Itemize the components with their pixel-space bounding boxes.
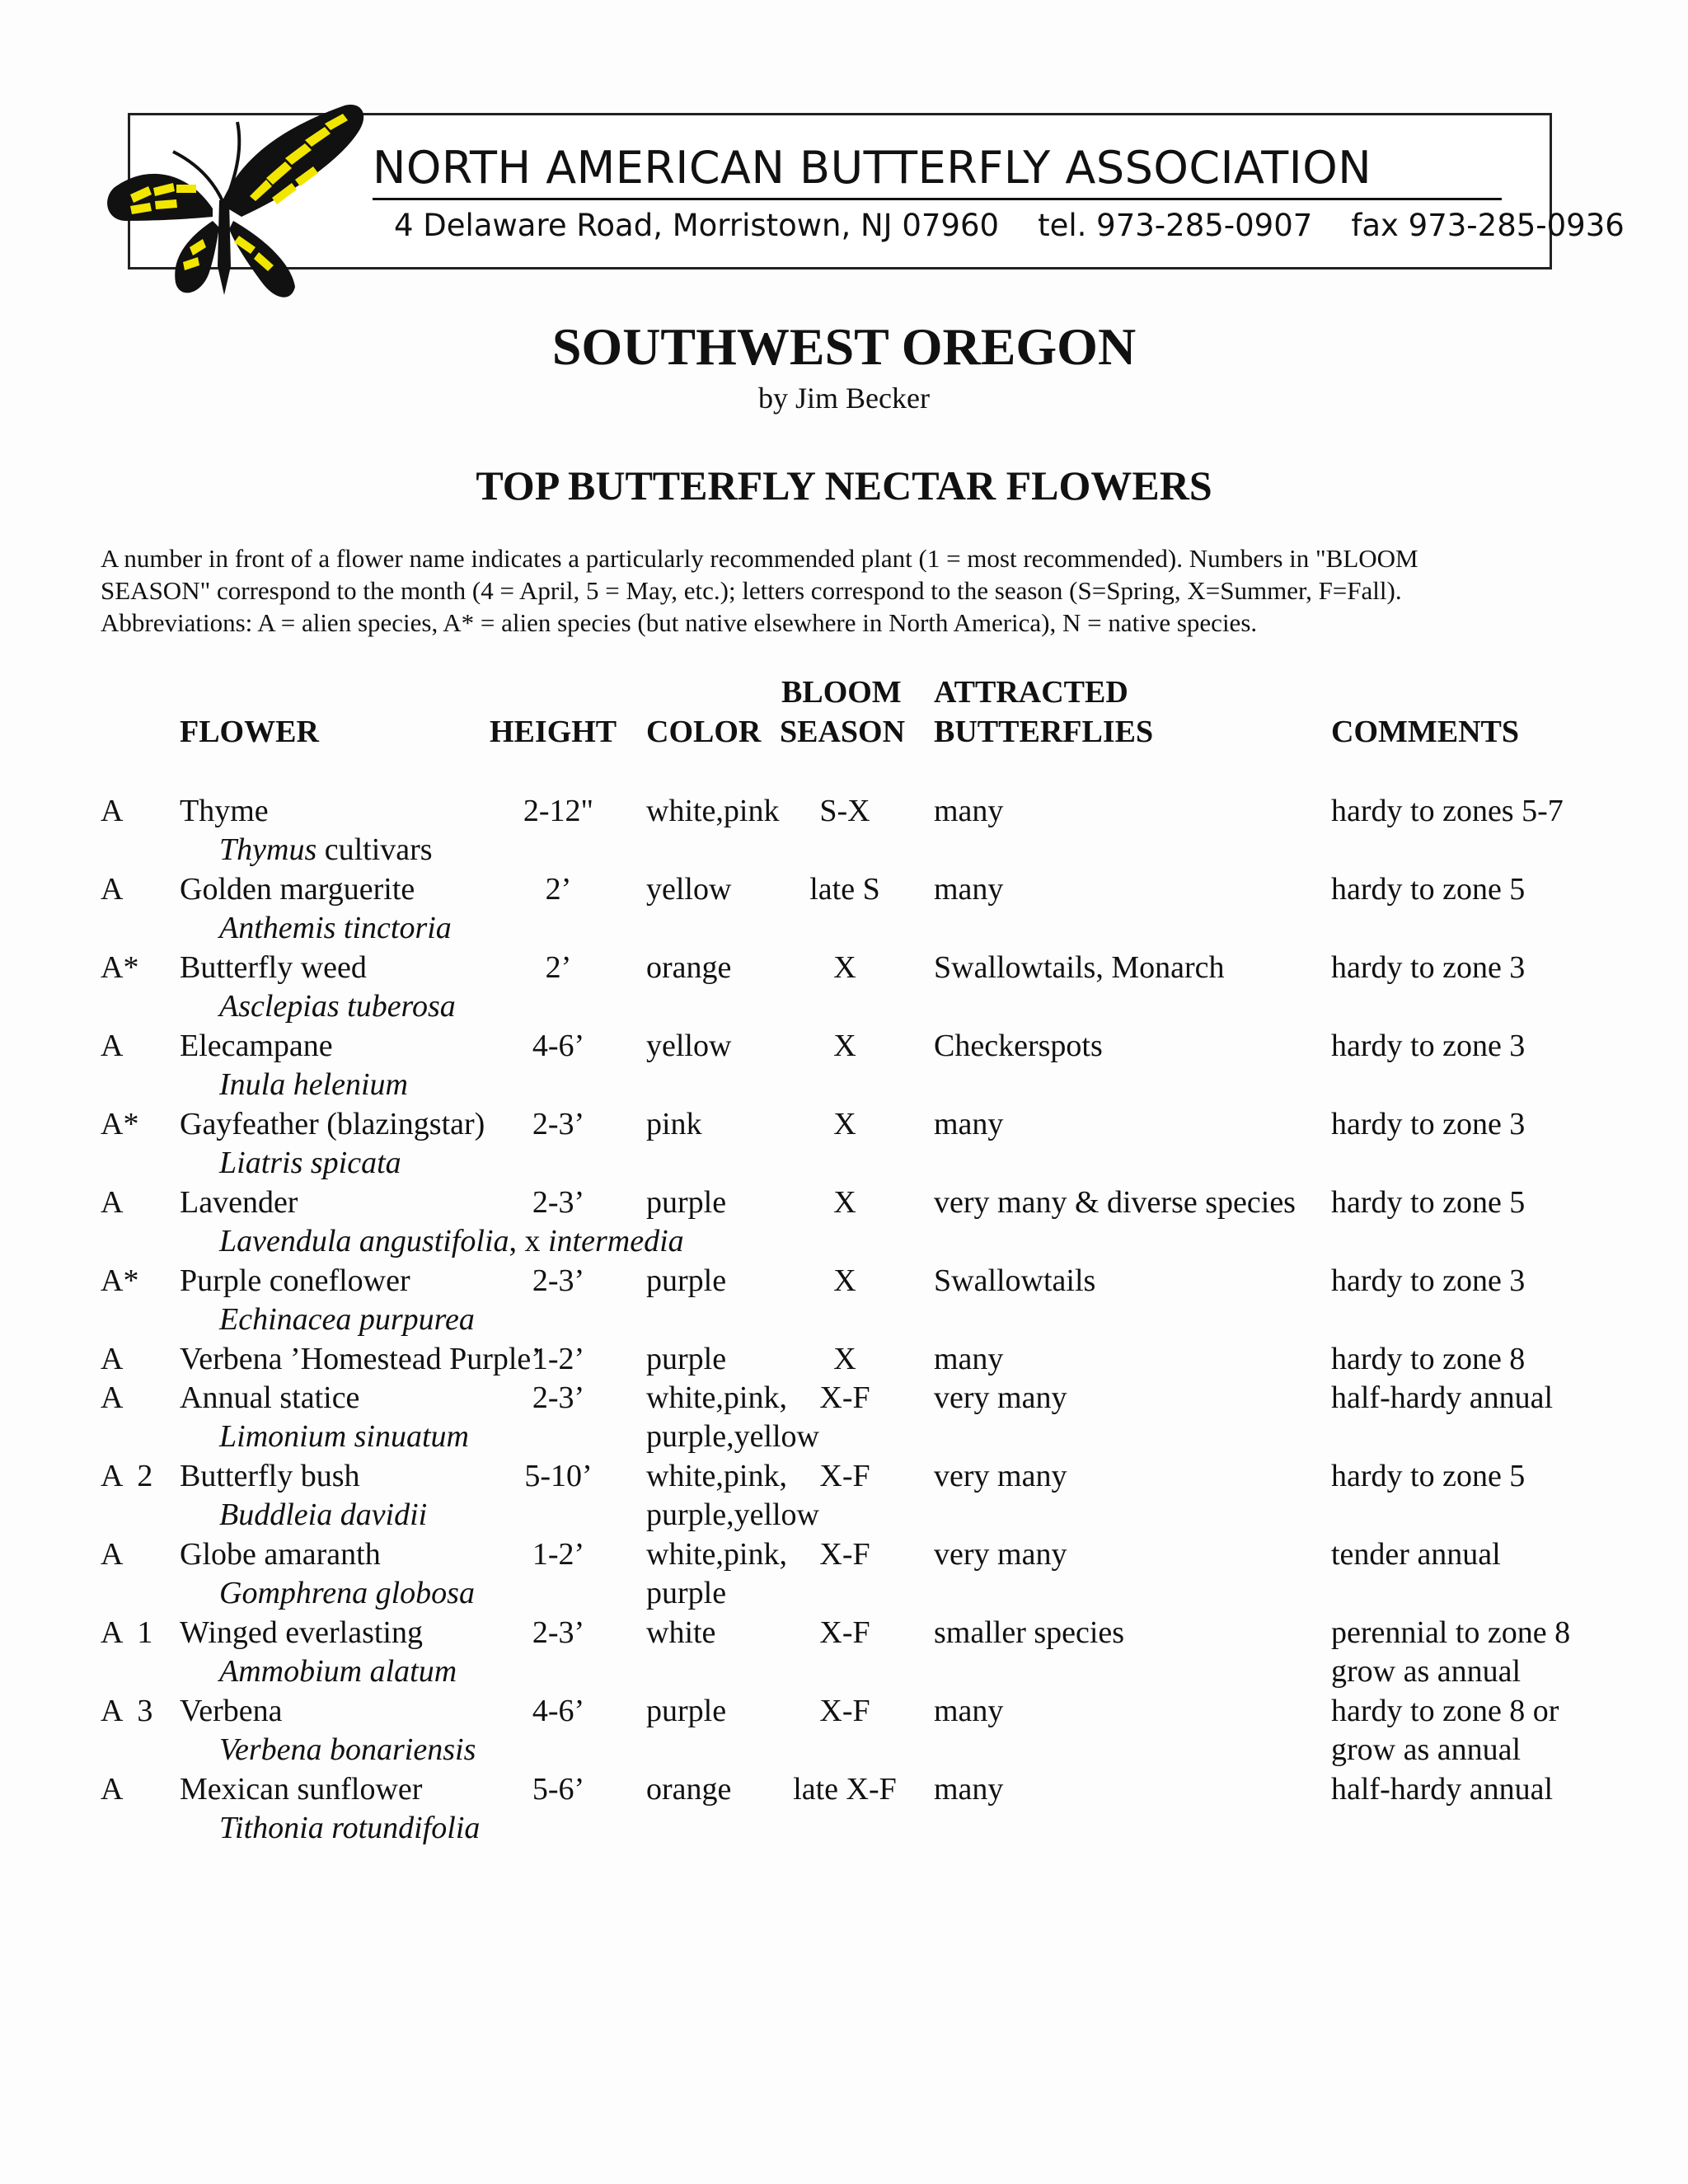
row-comment: hardy to zone 5 (1331, 1185, 1526, 1220)
scientific-name-italic: Thymus (219, 832, 317, 867)
organization-address: 4 Delaware Road, Morristown, NJ 07960 tel. 973-285-0907 fax 973-285-0936 (394, 208, 1625, 243)
row-flower-name: Verbena ’Homestead Purple’ (180, 1342, 542, 1376)
header-attracted: ATTRACTED (934, 675, 1128, 710)
row-scientific-name (219, 987, 456, 1026)
row-bloom-season: X (833, 1185, 856, 1220)
row-butterflies: Swallowtails, Monarch (934, 950, 1225, 985)
row-bloom-season: X (833, 950, 856, 985)
row-flower-name: Butterfly bush (180, 1459, 360, 1493)
header-flower: FLOWER (180, 715, 319, 749)
scientific-name-italic: Ammobium alatum (219, 1654, 457, 1689)
header-bloom: BLOOM (781, 675, 902, 710)
row-origin-tag: A 2 (101, 1459, 153, 1493)
row-butterflies: smaller species (934, 1615, 1125, 1650)
row-color: white,pink, (646, 1380, 787, 1415)
header-height: HEIGHT (490, 715, 617, 749)
intro-line: Abbreviations: A = alien species, A* = alien species (but native elsewhere in North America), N = native species. (101, 608, 1258, 637)
row-height: 2-3’ (532, 1263, 585, 1298)
scientific-name-italic: Inula helenium (219, 1067, 409, 1102)
row-bloom-season: X (833, 1342, 856, 1376)
row-origin-tag: A* (101, 950, 139, 985)
row-flower-name: Golden marguerite (180, 872, 415, 907)
row-butterflies: very many (934, 1380, 1067, 1415)
intro-line: A number in front of a flower name indicates a particularly recommended plant (1 = most recommended). Numbers in "BLOOM (101, 544, 1418, 573)
row-bloom-season: X-F (819, 1537, 870, 1572)
scientific-name-italic: Gomphrena globosa (219, 1576, 475, 1610)
row-height: 2’ (545, 950, 572, 985)
row-comment: hardy to zone 8 (1331, 1342, 1526, 1376)
scientific-name-italic: Limonium sinuatum (219, 1419, 469, 1454)
row-color: purple (646, 1342, 727, 1376)
row-butterflies: many (934, 1694, 1004, 1728)
row-height: 5-10’ (524, 1459, 593, 1493)
row-color: white,pink, (646, 1459, 787, 1493)
scientific-name-italic: intermedia (548, 1224, 684, 1258)
row-bloom-season: X-F (819, 1615, 870, 1650)
row-bloom-season: X (833, 1029, 856, 1063)
row-origin-tag: A (101, 1380, 124, 1415)
row-flower-name: Purple coneflower (180, 1263, 410, 1298)
row-height: 5-6’ (532, 1772, 585, 1807)
row-comment: hardy to zone 3 (1331, 1107, 1526, 1141)
row-origin-tag: A* (101, 1263, 139, 1298)
row-butterflies: many (934, 1342, 1004, 1376)
row-scientific-name (219, 1573, 475, 1613)
row-origin-tag: A (101, 1185, 124, 1220)
row-comment: half-hardy annual (1331, 1772, 1554, 1807)
intro-paragraph (101, 542, 1592, 639)
row-comment: hardy to zone 5 (1331, 1459, 1526, 1493)
row-origin-tag: A (101, 1537, 124, 1572)
row-height: 4-6’ (532, 1694, 585, 1728)
row-origin-tag: A (101, 1342, 124, 1376)
row-color: purple (646, 1263, 727, 1298)
row-origin-tag: A* (101, 1107, 139, 1141)
row-scientific-name (219, 1495, 427, 1535)
row-flower-name: Globe amaranth (180, 1537, 381, 1572)
row-height: 1-2’ (532, 1342, 585, 1376)
row-color: purple (646, 1185, 727, 1220)
scientific-name-suffix: cultivars (316, 832, 433, 867)
row-origin-tag: A (101, 872, 124, 907)
row-scientific-name (219, 1221, 684, 1261)
row-butterflies: very many (934, 1459, 1067, 1493)
row-butterflies: many (934, 1772, 1004, 1807)
row-flower-name: Winged everlasting (180, 1615, 423, 1650)
row-bloom-season: X (833, 1107, 856, 1141)
row-flower-name: Annual statice (180, 1380, 360, 1415)
header-season: SEASON (780, 715, 906, 749)
row-flower-name: Thyme (180, 794, 269, 828)
row-height: 2-3’ (532, 1185, 585, 1220)
row-butterflies: many (934, 872, 1004, 907)
row-comment: tender annual (1331, 1537, 1501, 1572)
row-scientific-name (219, 1300, 475, 1339)
row-bloom-season: X-F (819, 1380, 870, 1415)
row-scientific-name (219, 1143, 401, 1183)
row-flower-name: Butterfly weed (180, 950, 367, 985)
row-scientific-name (219, 1730, 476, 1769)
row-color: white (646, 1615, 716, 1650)
row-butterflies: very many (934, 1537, 1067, 1572)
row-origin-tag: A (101, 1029, 124, 1063)
row-comment: hardy to zone 3 (1331, 950, 1526, 985)
row-comment: half-hardy annual (1331, 1380, 1554, 1415)
row-bloom-season: X-F (819, 1694, 870, 1728)
scientific-name-italic: Lavendula angustifolia (219, 1224, 509, 1258)
row-comment: hardy to zone 3 (1331, 1263, 1526, 1298)
page-title: SOUTHWEST OREGON (551, 317, 1137, 376)
row-scientific-name (219, 1652, 457, 1691)
row-color: purple (646, 1576, 727, 1610)
row-height: 2-3’ (532, 1615, 585, 1650)
row-comment: hardy to zones 5-7 (1331, 794, 1564, 828)
intro-line: SEASON" correspond to the month (4 = April, 5 = May, etc.); letters correspond to the season (S=Spring, X=Summer, F=Fall). (101, 576, 1402, 605)
organization-name: NORTH AMERICAN BUTTERFLY ASSOCIATION (373, 142, 1372, 194)
row-scientific-name (219, 1065, 408, 1104)
row-flower-name: Lavender (180, 1185, 298, 1220)
scientific-name-italic: Liatris spicata (219, 1146, 401, 1180)
row-height: 2-3’ (532, 1380, 585, 1415)
section-title: TOP BUTTERFLY NECTAR FLOWERS (476, 462, 1212, 509)
row-bloom-season: S-X (819, 794, 870, 828)
header-color: COLOR (646, 715, 762, 749)
row-height: 2-3’ (532, 1107, 585, 1141)
scientific-name-italic: Tithonia rotundifolia (219, 1811, 481, 1845)
row-scientific-name (219, 1808, 480, 1848)
scientific-name-italic: Echinacea purpurea (219, 1302, 475, 1337)
row-butterflies: Checkerspots (934, 1029, 1103, 1063)
row-flower-name: Verbena (180, 1694, 283, 1728)
byline: by Jim Becker (758, 382, 930, 415)
row-butterflies: many (934, 1107, 1004, 1141)
row-color: white,pink, (646, 1537, 787, 1572)
scientific-name-italic: Asclepias tuberosa (219, 989, 456, 1024)
row-scientific-name (219, 908, 452, 948)
butterfly-logo-icon (97, 97, 377, 312)
row-scientific-name (219, 1417, 469, 1456)
row-color: yellow (646, 872, 732, 907)
row-origin-tag: A 3 (101, 1694, 153, 1728)
row-origin-tag: A (101, 794, 124, 828)
row-color: purple (646, 1694, 727, 1728)
row-height: 2’ (545, 872, 572, 907)
row-bloom-season: X-F (819, 1459, 870, 1493)
row-bloom-season: late X-F (793, 1772, 897, 1807)
row-comment: hardy to zone 3 (1331, 1029, 1526, 1063)
scientific-name-italic: Verbena bonariensis (219, 1732, 476, 1767)
row-comment: hardy to zone 8 or (1331, 1694, 1559, 1728)
row-height: 2-12" (523, 794, 594, 828)
row-height: 1-2’ (532, 1537, 585, 1572)
row-color: purple,yellow (646, 1497, 820, 1532)
row-color: pink (646, 1107, 702, 1141)
row-color: yellow (646, 1029, 732, 1063)
row-flower-name: Mexican sunflower (180, 1772, 423, 1807)
row-bloom-season: X (833, 1263, 856, 1298)
row-flower-name: Elecampane (180, 1029, 333, 1063)
header-comments: COMMENTS (1331, 715, 1519, 749)
row-color: orange (646, 1772, 732, 1807)
row-butterflies: many (934, 794, 1004, 828)
row-comment: grow as annual (1331, 1654, 1522, 1689)
row-scientific-name (219, 830, 433, 869)
letterhead-rule (373, 198, 1502, 200)
header-butterflies: BUTTERFLIES (934, 715, 1154, 749)
scientific-name-separator: , x (509, 1224, 548, 1258)
row-flower-name: Gayfeather (blazingstar) (180, 1107, 485, 1141)
row-color: white,pink (646, 794, 780, 828)
row-butterflies: Swallowtails (934, 1263, 1096, 1298)
row-comment: hardy to zone 5 (1331, 872, 1526, 907)
row-comment: perennial to zone 8 (1331, 1615, 1571, 1650)
row-butterflies: very many & diverse species (934, 1185, 1296, 1220)
row-origin-tag: A 1 (101, 1615, 153, 1650)
scientific-name-italic: Anthemis tinctoria (219, 911, 452, 945)
row-comment: grow as annual (1331, 1732, 1522, 1767)
scientific-name-italic: Buddleia davidii (219, 1497, 428, 1532)
row-height: 4-6’ (532, 1029, 585, 1063)
row-bloom-season: late S (809, 872, 880, 907)
row-color: purple,yellow (646, 1419, 820, 1454)
row-origin-tag: A (101, 1772, 124, 1807)
row-color: orange (646, 950, 732, 985)
